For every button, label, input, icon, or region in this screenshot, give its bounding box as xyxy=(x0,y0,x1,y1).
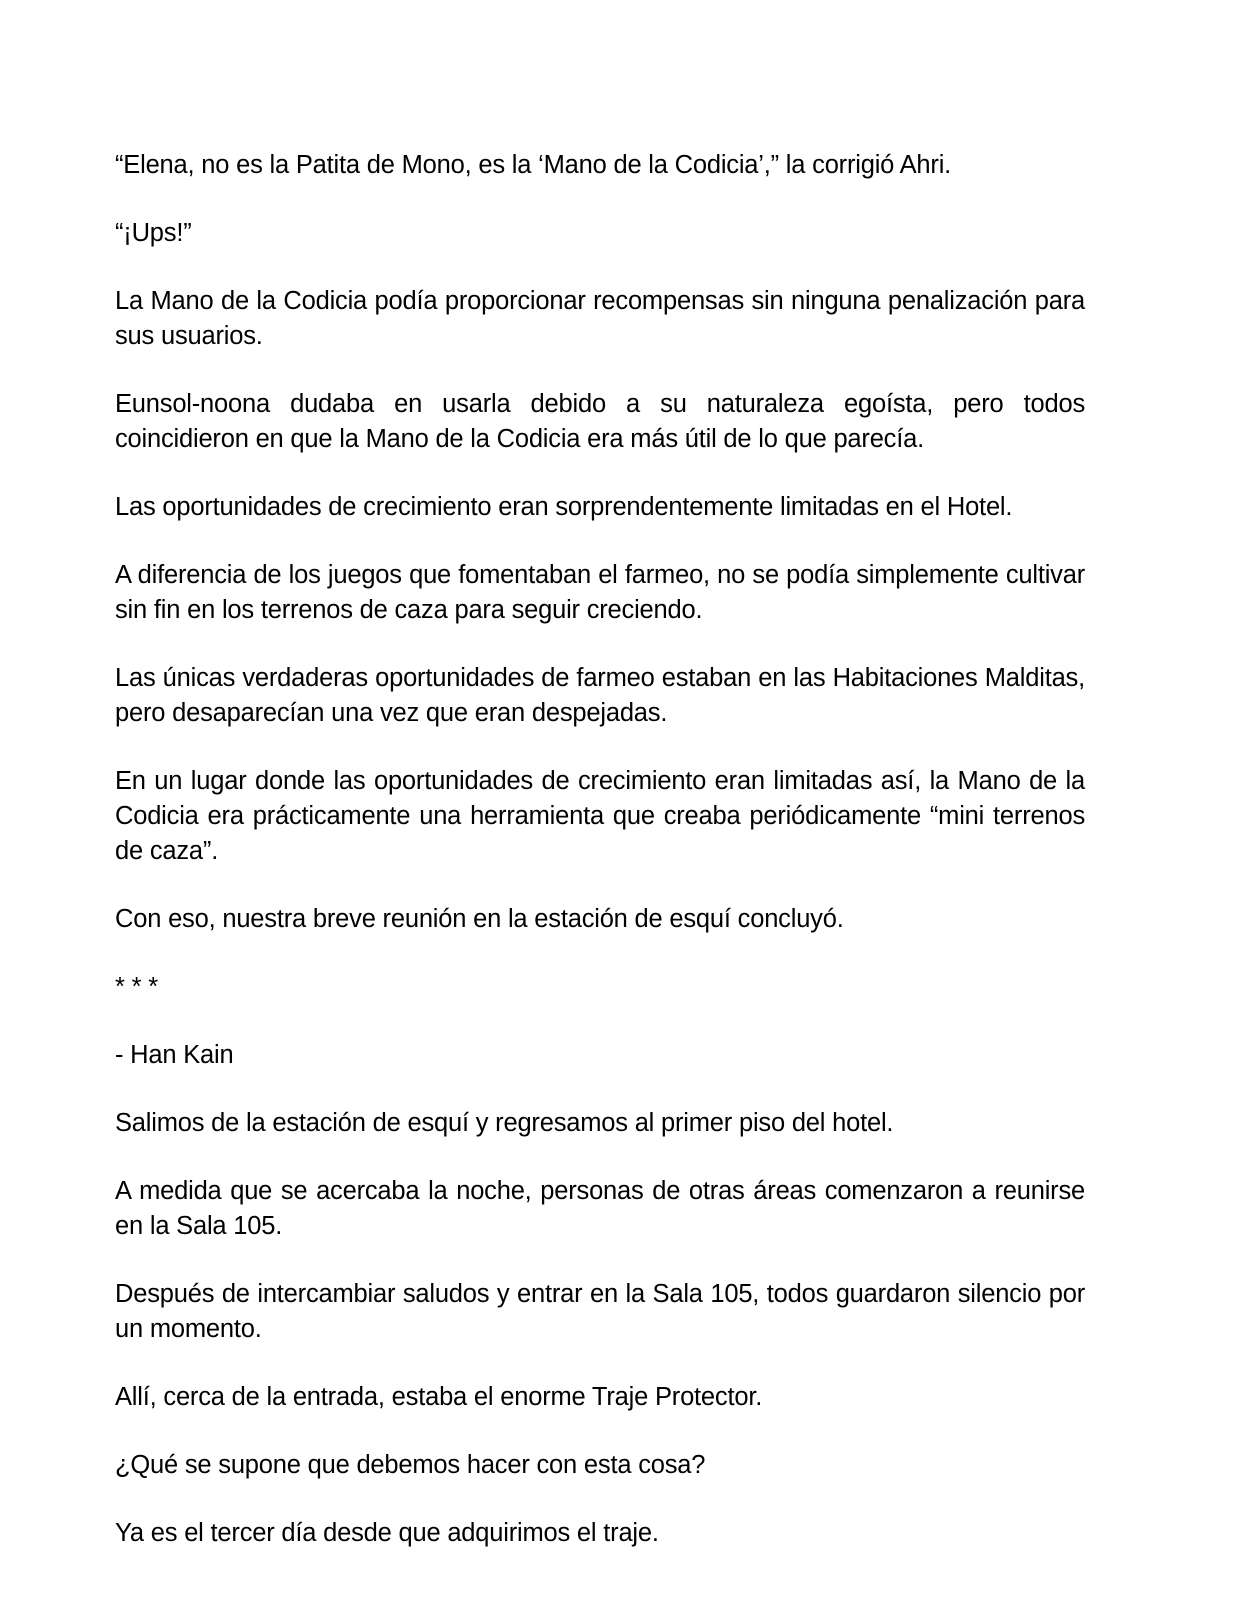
paragraph-14: ¿Qué se supone que debemos hacer con esta cosa? xyxy=(115,1451,706,1479)
paragraph-1: “Elena, no es la Patita de Mono, es la ‘Mano de la Codicia’,” la corrigió Ahri. xyxy=(115,151,952,179)
document-page xyxy=(115,148,1085,1584)
paragraph-5: Las oportunidades de crecimiento eran sorprendentemente limitadas en el Hotel. xyxy=(115,493,1013,521)
paragraph-4: Eunsol-noona dudaba en usarla debido a su naturaleza egoísta, pero todos coincidieron en que la Mano de la Codicia era más útil de lo que parecía. xyxy=(115,390,1085,453)
scene-break: * * * xyxy=(115,973,158,1001)
paragraph-3: La Mano de la Codicia podía proporcionar recompensas sin ninguna penalización para sus usuarios. xyxy=(115,287,1085,350)
paragraph-12: Después de intercambiar saludos y entrar en la Sala 105, todos guardaron silencio por un momento. xyxy=(115,1280,1085,1343)
paragraph-15: Ya es el tercer día desde que adquirimos el traje. xyxy=(115,1519,659,1547)
paragraph-8: En un lugar donde las oportunidades de crecimiento eran limitadas así, la Mano de la Codicia era prácticamente una herramienta que creaba periódicamente “mini terrenos de caza”. xyxy=(115,767,1085,865)
paragraph-11: A medida que se acercaba la noche, personas de otras áreas comenzaron a reunirse en la Sala 105. xyxy=(115,1177,1085,1240)
paragraph-13: Allí, cerca de la entrada, estaba el enorme Traje Protector. xyxy=(115,1383,763,1411)
paragraph-9: Con eso, nuestra breve reunión en la estación de esquí concluyó. xyxy=(115,905,844,933)
paragraph-6: A diferencia de los juegos que fomentaban el farmeo, no se podía simplemente cultivar sin fin en los terrenos de caza para seguir creciendo. xyxy=(115,561,1085,624)
paragraph-10: Salimos de la estación de esquí y regresamos al primer piso del hotel. xyxy=(115,1109,894,1137)
paragraph-7: Las únicas verdaderas oportunidades de farmeo estaban en las Habitaciones Malditas, pero desaparecían una vez que eran despejadas. xyxy=(115,664,1085,727)
paragraph-2: “¡Ups!” xyxy=(115,219,192,247)
pov-heading: - Han Kain xyxy=(115,1041,234,1069)
